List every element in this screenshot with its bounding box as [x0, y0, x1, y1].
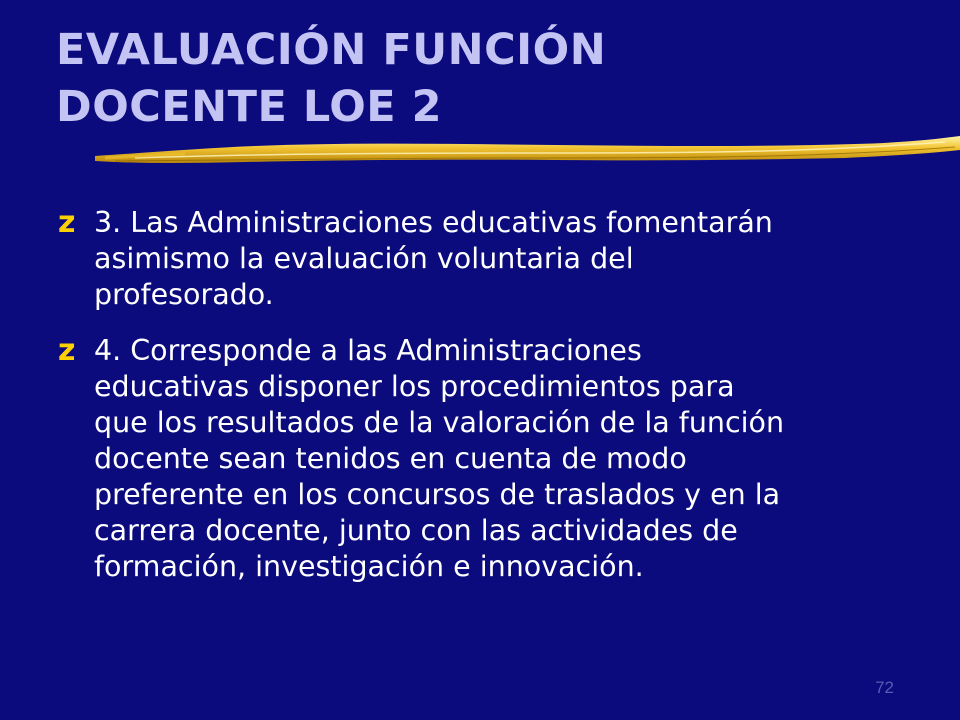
- slide-title: [56, 22, 916, 136]
- bullet-line: docente sean tenidos en cuenta de modo: [94, 442, 687, 475]
- bullet-line: preferente en los concursos de traslados y en la: [94, 478, 781, 511]
- bullet-line: 4. Corresponde a las Administraciones: [94, 334, 642, 367]
- bullet-line: educativas disponer los procedimientos para: [94, 370, 735, 403]
- bullet-line: asimismo la evaluación voluntaria del: [94, 242, 634, 275]
- bullet-item: [58, 205, 918, 313]
- bullet-list: [58, 205, 918, 605]
- brush-stroke-decoration: [95, 128, 960, 178]
- bullet-line: que los resultados de la valoración de la función: [94, 406, 785, 439]
- title-line-1: EVALUACIÓN FUNCIÓN: [56, 25, 607, 75]
- bullet-line: formación, investigación e innovación.: [94, 550, 644, 583]
- bullet-item: [58, 333, 918, 585]
- bullet-text: [94, 333, 918, 585]
- bullet-marker-icon: z: [58, 333, 76, 368]
- bullet-line: profesorado.: [94, 278, 274, 311]
- bullet-marker-icon: z: [58, 205, 76, 240]
- bullet-line: carrera docente, junto con las actividades de: [94, 514, 738, 547]
- bullet-text: [94, 205, 918, 313]
- bullet-line: 3. Las Administraciones educativas fomentarán: [94, 206, 773, 239]
- title-line-2: DOCENTE LOE 2: [56, 82, 443, 132]
- page-number: 72: [875, 678, 894, 697]
